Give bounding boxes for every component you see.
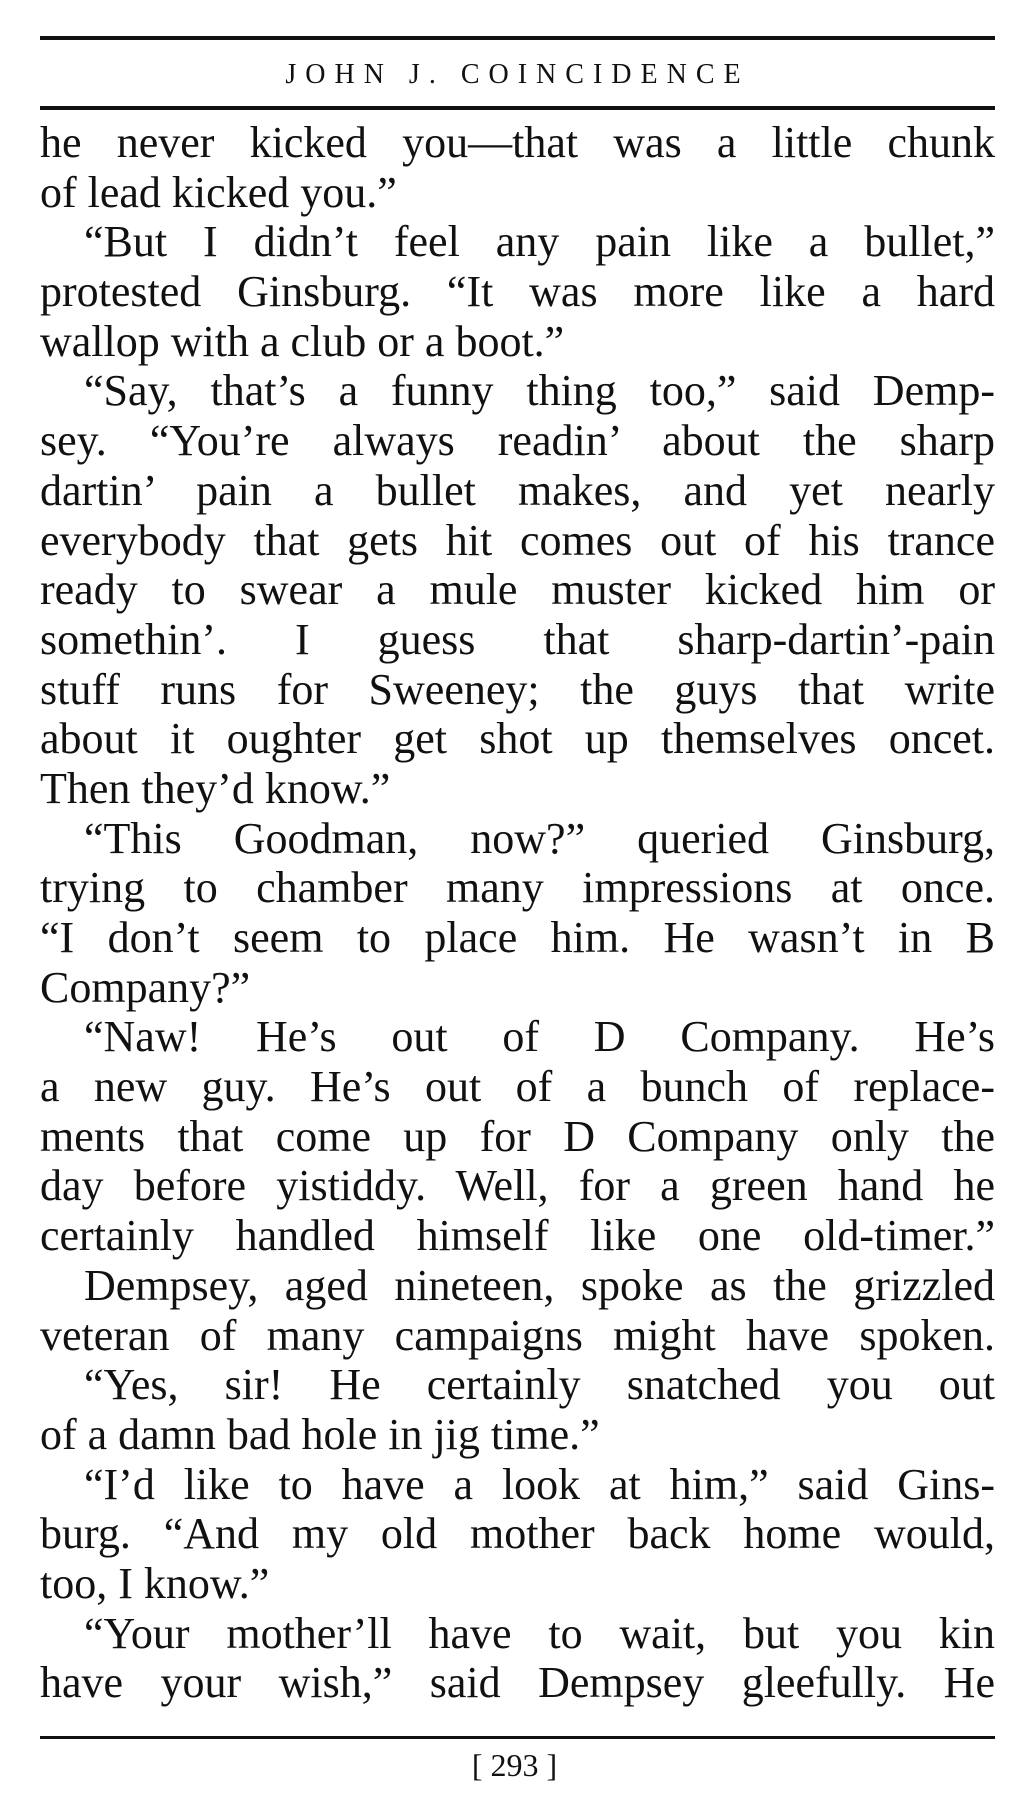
text-line: too, I know.”	[40, 1558, 270, 1608]
text-line: “Yes, sir! He certainly snatched you out	[84, 1360, 995, 1410]
footer-rule	[40, 1736, 995, 1739]
text-line: a new guy. He’s out of a bunch of replace-	[40, 1062, 995, 1112]
text-line: he never kicked you—that was a little chunk	[40, 118, 995, 167]
text-line: Company?”	[40, 962, 251, 1012]
text-line: “But I didn’t feel any pain like a bullet,”	[84, 217, 995, 267]
text-line: Dempsey, aged nineteen, spoke as the grizzled	[84, 1260, 995, 1310]
text-line: ments that come up for D Company only the	[40, 1111, 995, 1161]
text-line: protested Ginsburg. “It was more like a hard	[40, 267, 995, 317]
text-line: of a damn bad hole in jig time.”	[40, 1409, 600, 1459]
header-top-rule	[40, 36, 995, 40]
text-line: burg. “And my old mother back home would,	[40, 1509, 995, 1559]
text-line: have your wish,” said Dempsey gleefully. He	[40, 1658, 995, 1708]
text-line: wallop with a club or a boot.”	[40, 316, 565, 366]
text-line: about it oughter get shot up themselves oncet.	[40, 714, 995, 764]
text-line: ready to swear a mule muster kicked him or	[40, 565, 995, 615]
text-line: certainly handled himself like one old-timer.”	[40, 1211, 995, 1261]
text-line: “Say, that’s a funny thing too,” said Demp-	[84, 366, 995, 416]
text-line: “I’d like to have a look at him,” said Gins-	[84, 1459, 995, 1509]
page-number: [ 293 ]	[471, 1747, 558, 1783]
text-line: everybody that gets hit comes out of his trance	[40, 515, 995, 565]
text-line: Then they’d know.”	[40, 763, 391, 813]
text-line: day before yistiddy. Well, for a green hand he	[40, 1161, 995, 1211]
text-line: “I don’t seem to place him. He wasn’t in B	[40, 913, 995, 962]
text-line: “This Goodman, now?” queried Ginsburg,	[84, 813, 995, 863]
text-line: “Your mother’ll have to wait, but you kin	[84, 1608, 995, 1658]
body-text	[40, 118, 995, 1708]
text-line: dartin’ pain a bullet makes, and yet nearly	[40, 465, 995, 515]
text-line: of lead kicked you.”	[40, 167, 397, 217]
header-bottom-rule	[40, 106, 995, 110]
text-line: “Naw! He’s out of D Company. He’s	[84, 1012, 995, 1062]
text-line: somethin’. I guess that sharp-dartin’-pain	[40, 614, 995, 664]
running-head: JOHN J. COINCIDENCE	[285, 59, 750, 90]
text-line: sey. “You’re always readin’ about the sharp	[40, 416, 995, 466]
text-line: trying to chamber many impressions at once.	[40, 863, 995, 913]
text-line: stuff runs for Sweeney; the guys that write	[40, 664, 995, 714]
text-line: veteran of many campaigns might have spoken.	[40, 1310, 995, 1360]
